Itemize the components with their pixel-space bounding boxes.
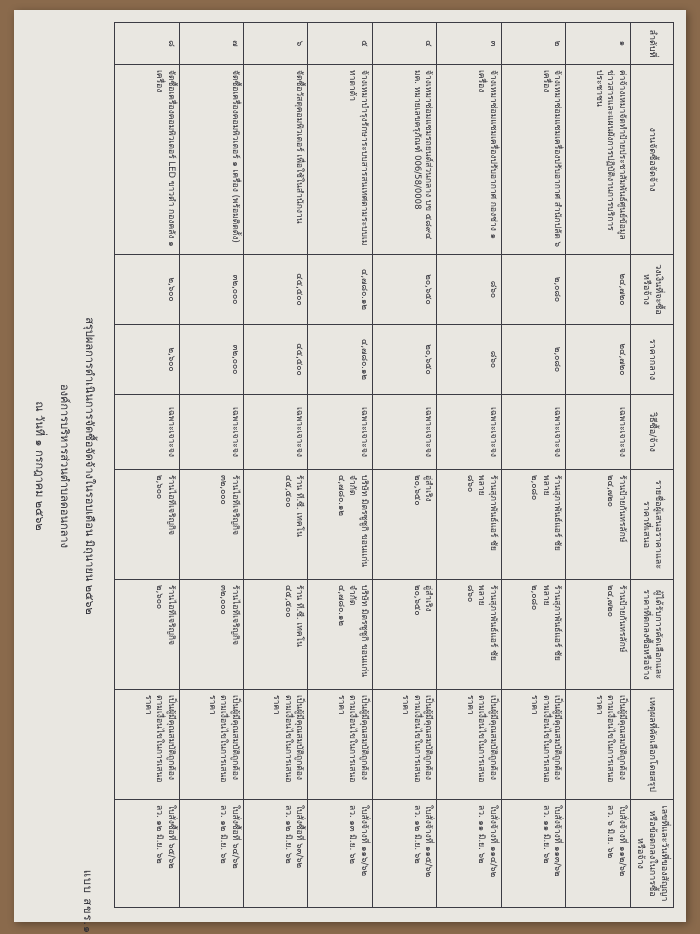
procurement-method <box>566 395 630 470</box>
selection-reason-reason: เป็นผู้มีคุณสมบัติถูกต้องตามเงื่อนไขในการเสนอราคา <box>207 695 240 783</box>
selected-vendor-and-price <box>566 580 630 690</box>
row-number-no: ๒ <box>552 40 563 47</box>
budget-amount <box>179 255 243 325</box>
contract-reference-contract-no: ใบสั่งซื้อที่ ๖๓/๖๒ <box>294 805 305 869</box>
table-row <box>372 23 436 908</box>
report-date: ณ วันที่ ๑ กรกฎาคม ๒๕๖๒ <box>33 401 46 531</box>
median-price <box>115 325 180 395</box>
bidder-and-price-bid-price: ๓๒,๐๐๐ <box>218 475 229 505</box>
contract-reference <box>437 800 501 908</box>
median-price-median: ๔,๗๘๐.๑๒ <box>358 339 369 380</box>
contract-reference-contract-no: ใบสั่งซื้อที่ ๖๕/๖๒ <box>165 805 176 869</box>
table-row <box>437 23 501 908</box>
document-header <box>14 10 111 934</box>
procurement-method-method: เฉพาะเจาะจง <box>487 407 498 457</box>
contract-reference-contract-no: ใบสั่งซื้อที่ ๖๔/๖๒ <box>229 805 240 869</box>
header-cell: ราคากลาง <box>630 325 673 395</box>
bidder-and-price-bid-price: ๔,๗๘๐.๑๒ <box>335 475 346 516</box>
selected-vendor-and-price-win-price: ๓๒,๐๐๐ <box>218 585 229 615</box>
header-cell: เลขที่และวันที่ของสัญญาหรือข้อตกลงในการซื้อหรือจ้าง <box>630 800 673 908</box>
work-description-work: จ้างเหมาซ่อมแซมเครื่องปรับอากาศ สำนักปลัด ๖ เครื่อง <box>540 70 563 247</box>
bidder-and-price-bid-price: ๒๐,๖๕๐ <box>411 475 422 506</box>
procurement-method <box>115 395 180 470</box>
procurement-method <box>437 395 501 470</box>
selected-vendor-and-price <box>437 580 501 690</box>
contract-reference-contract-no: ใบสั่งจ้างที่ ๑๑๖/๖๒ <box>358 805 369 877</box>
selected-vendor-and-price <box>501 580 565 690</box>
selected-vendor-and-price-winner: ร้านสุภาพันธ์แอร์ ชัย พลาย <box>540 585 563 661</box>
procurement-method <box>372 395 436 470</box>
selected-vendor-and-price-winner: อู่สำเริง <box>423 585 434 612</box>
selected-vendor-and-price <box>308 580 372 690</box>
median-price-median: ๓๒,๐๐๐ <box>229 344 240 375</box>
bidder-and-price <box>501 470 565 580</box>
contract-reference <box>566 800 630 908</box>
row-number <box>308 23 372 65</box>
median-price <box>566 325 630 395</box>
row-number <box>501 23 565 65</box>
row-number <box>179 23 243 65</box>
budget-amount <box>437 255 501 325</box>
header-cell: งานจัดซื้อจัดจ้าง <box>630 65 673 255</box>
contract-reference <box>115 800 180 908</box>
row-number <box>115 23 180 65</box>
row-number-no: ๗ <box>229 40 240 47</box>
median-price-median: ๔๕,๕๐๐ <box>294 343 305 376</box>
document-page <box>14 10 686 934</box>
budget-amount-budget: ๘๖๐ <box>487 280 498 299</box>
selected-vendor-and-price <box>243 580 307 690</box>
bidder-and-price <box>372 470 436 580</box>
work-description <box>501 65 565 255</box>
work-description-work: ค่าจ้างเหมาจัดทำป้ายประชาสัมพันธ์ศูนย์ข้อมูลข่าวสารและแผนผังการปฏิบัติงานการบริการประชาชน <box>593 70 627 240</box>
bidder-and-price <box>437 470 501 580</box>
bidder-and-price-bidder: บริษัท มิตรซูซูกิ ขอนแก่น จำกัด <box>347 475 369 568</box>
header-cell: ลำดับที่ <box>630 23 673 65</box>
contract-reference-contract-date: ลว. ๑๒ มิ.ย. ๖๒ <box>154 805 165 864</box>
selected-vendor-and-price-win-price: ๔,๗๘๐.๑๒ <box>335 585 346 626</box>
contract-reference <box>501 800 565 908</box>
header-cell: ผู้ได้รับการคัดเลือกและราคาที่ตกลงซื้อหรือจ้าง <box>630 580 673 690</box>
budget-amount-budget: ๓๒,๐๐๐ <box>229 274 240 305</box>
table-row <box>308 23 372 908</box>
header-cell: เหตุผลที่คัดเลือกโดยสรุป <box>630 690 673 800</box>
selected-vendor-and-price-winner: ร้าน ที.ซี. เทคโน <box>294 585 305 647</box>
selection-reason <box>437 690 501 800</box>
row-number-no: ๕ <box>358 40 369 47</box>
work-description <box>566 65 630 255</box>
table-row <box>115 23 180 908</box>
budget-amount <box>501 255 565 325</box>
procurement-method-method: เฉพาะเจาะจง <box>229 407 240 457</box>
selection-reason-reason: เป็นผู้มีคุณสมบัติถูกต้องตามเงื่อนไขในการเสนอราคา <box>593 695 627 783</box>
bidder-and-price-bid-price: ๔๕,๕๐๐ <box>282 475 293 508</box>
row-number <box>243 23 307 65</box>
selected-vendor-and-price-winner: ร้านสุภาพันธ์แอร์ ชัย พลาย <box>476 585 498 661</box>
work-description <box>372 65 436 255</box>
selection-reason <box>501 690 565 800</box>
selected-vendor-and-price-win-price: ๒,๐๘๐ <box>529 585 540 611</box>
bidder-and-price-bid-price: ๒๔,๗๒๐ <box>605 475 616 507</box>
work-description-work: จ้างเหมาซ่อมแซมเครื่องปรับอากาศ กองช่าง ๑ เครื่อง <box>476 70 498 239</box>
form-code: แบบ สขร.๑ <box>81 869 94 934</box>
row-number <box>437 23 501 65</box>
median-price <box>501 325 565 395</box>
rotated-page-content <box>14 10 686 934</box>
selected-vendor-and-price-win-price: ๒๐,๖๕๐ <box>411 585 422 616</box>
bidder-and-price-bidder: ร้านไอทีเจริญกิจ <box>165 475 176 535</box>
selected-vendor-and-price-winner: ร้านป้ายกันทรลักษ์ <box>616 585 627 653</box>
median-price <box>437 325 501 395</box>
work-description-work: จัดซื้อเครื่องคอมพิวเตอร์ LED ขาวดำ กองคลัง ๑ เครื่อง <box>154 70 176 247</box>
budget-amount-budget: ๔,๗๘๐.๑๒ <box>358 269 369 310</box>
contract-reference-contract-date: ลว. ๑๒ มิ.ย. ๖๒ <box>282 805 293 864</box>
contract-reference <box>179 800 243 908</box>
bidder-and-price-bidder: ร้านสุภาพันธ์แอร์ ชัย พลาย <box>540 475 563 551</box>
row-number-no: ๑ <box>616 40 627 47</box>
work-description <box>437 65 501 255</box>
row-number <box>372 23 436 65</box>
median-price <box>243 325 307 395</box>
selection-reason-reason: เป็นผู้มีคุณสมบัติถูกต้องตามเงื่อนไขในการเสนอราคา <box>400 695 434 783</box>
median-price <box>179 325 243 395</box>
row-number-no: ๖ <box>294 40 305 47</box>
contract-reference-contract-date: ลว. ๑๓ มิ.ย. ๖๒ <box>347 805 358 864</box>
row-number-no: ๔ <box>423 40 434 47</box>
median-price-median: ๒,๖๐๐ <box>165 347 176 372</box>
procurement-method <box>501 395 565 470</box>
selected-vendor-and-price-win-price: ๒๔,๗๒๐ <box>605 585 616 617</box>
table-row <box>566 23 630 908</box>
procurement-method-method: เฉพาะเจาะจง <box>423 407 434 457</box>
procurement-method-method: เฉพาะเจาะจง <box>358 407 369 457</box>
procurement-table <box>114 22 674 908</box>
selected-vendor-and-price-winner: ร้านไอทีเจริญกิจ <box>229 585 240 645</box>
contract-reference-contract-date: ลว. ๑๑ มิ.ย. ๖๒ <box>476 805 487 864</box>
procurement-method <box>179 395 243 470</box>
bidder-and-price-bidder: ร้าน ที.ซี. เทคโน <box>294 475 305 537</box>
header-cell: วงเงินที่จะซื้อหรือจ้าง <box>630 255 673 325</box>
selection-reason-reason: เป็นผู้มีคุณสมบัติถูกต้องตามเงื่อนไขในการเสนอราคา <box>335 695 369 783</box>
bidder-and-price <box>308 470 372 580</box>
contract-reference-contract-date: ลว. ๑๒ มิ.ย. ๖๒ <box>218 805 229 864</box>
selection-reason <box>243 690 307 800</box>
table-row <box>179 23 243 908</box>
procurement-method <box>243 395 307 470</box>
selection-reason <box>115 690 180 800</box>
bidder-and-price-bid-price: ๒,๐๘๐ <box>529 475 540 501</box>
row-number-no: ๓ <box>487 40 498 47</box>
median-price <box>372 325 436 395</box>
document-title: สรุปผลการดำเนินการจัดซื้อจัดจ้างในรอบเดือน มิถุนายน ๒๕๖๒ <box>83 317 96 615</box>
budget-amount-budget: ๒,๖๐๐ <box>165 277 176 302</box>
bidder-and-price-bidder: ร้านไอทีเจริญกิจ <box>229 475 240 535</box>
header-cell: รายชื่อผู้เสนอราคาและราคาที่เสนอ <box>630 470 673 580</box>
budget-amount-budget: ๒๐,๖๕๐ <box>423 274 434 305</box>
work-description-work: จ้างเหมาบำรุงรักษาระบบสารสนเทศตามระบบเมทาดาต้า <box>347 70 369 246</box>
selected-vendor-and-price-winner: ร้านไอทีเจริญกิจ <box>165 585 176 645</box>
budget-amount-budget: ๔๕,๕๐๐ <box>294 273 305 306</box>
bidder-and-price-bidder: ร้านสุภาพันธ์แอร์ ชัย พลาย <box>476 475 498 551</box>
row-number-no: ๘ <box>165 40 176 47</box>
median-price-median: ๒๔,๗๒๐ <box>616 343 627 376</box>
bidder-and-price-bidder: ร้านป้ายกันทรลักษ์ <box>616 475 627 543</box>
table-row <box>243 23 307 908</box>
median-price <box>308 325 372 395</box>
procurement-method-method: เฉพาะเจาะจง <box>552 407 563 457</box>
selection-reason-reason: เป็นผู้มีคุณสมบัติถูกต้องตามเงื่อนไขในการเสนอราคา <box>142 695 176 783</box>
selection-reason <box>566 690 630 800</box>
contract-reference-contract-no: ใบสั่งจ้างที่ ๑๑๒/๖๒ <box>616 805 627 877</box>
selection-reason-reason: เป็นผู้มีคุณสมบัติถูกต้องตามเงื่อนไขในการเสนอราคา <box>271 695 305 783</box>
budget-amount <box>115 255 180 325</box>
organization-name: องค์การบริหารส่วนตำบลดอนกลาง <box>58 384 71 548</box>
work-description-work: จ้างเหมาซ่อมแซมรถยนต์ส่วนกลาง บข ๕๘๙๔ มค. หมายเลขครุภัณฑ์ 006/58/0008 <box>411 70 434 240</box>
contract-reference <box>372 800 436 908</box>
bidder-and-price <box>566 470 630 580</box>
work-description-work: จัดซื้อเครื่องคอมพิวเตอร์ ๑ เครื่อง (พร้อมติดตั้ง) <box>229 70 240 243</box>
selection-reason-reason: เป็นผู้มีคุณสมบัติถูกต้องตามเงื่อนไขในการเสนอราคา <box>464 695 498 783</box>
selected-vendor-and-price-win-price: ๔๕,๕๐๐ <box>282 585 293 618</box>
table-header-row <box>630 23 673 908</box>
budget-amount-budget: ๒,๐๘๐ <box>552 276 563 303</box>
bidder-and-price-bid-price: ๘๖๐ <box>464 475 475 493</box>
bidder-and-price-bid-price: ๒,๖๐๐ <box>154 475 165 500</box>
row-number <box>566 23 630 65</box>
selected-vendor-and-price-winner: บริษัท มิตรซูซูกิ ขอนแก่น จำกัด <box>347 585 369 678</box>
work-description <box>308 65 372 255</box>
selection-reason <box>308 690 372 800</box>
bidder-and-price <box>243 470 307 580</box>
contract-reference <box>308 800 372 908</box>
work-description <box>115 65 180 255</box>
budget-amount <box>566 255 630 325</box>
contract-reference-contract-date: ลว. ๖ มิ.ย. ๖๒ <box>605 805 616 859</box>
selected-vendor-and-price <box>179 580 243 690</box>
selection-reason <box>372 690 436 800</box>
selected-vendor-and-price-win-price: ๒,๖๐๐ <box>154 585 165 610</box>
selected-vendor-and-price-win-price: ๘๖๐ <box>464 585 475 603</box>
selected-vendor-and-price <box>115 580 180 690</box>
contract-reference-contract-no: ใบสั่งจ้างที่ ๑๑๓/๖๒ <box>552 805 563 877</box>
median-price-median: ๘๖๐ <box>487 350 498 369</box>
contract-reference-contract-no: ใบสั่งจ้างที่ ๑๑๕/๖๒ <box>423 805 434 878</box>
procurement-method-method: เฉพาะเจาะจง <box>616 407 627 457</box>
bidder-and-price <box>115 470 180 580</box>
procurement-method-method: เฉพาะเจาะจง <box>294 407 305 457</box>
bidder-and-price <box>179 470 243 580</box>
median-price-median: ๒๐,๖๕๐ <box>423 344 434 375</box>
table-row <box>501 23 565 908</box>
bidder-and-price-bidder: อู่สำเริง <box>423 475 434 502</box>
contract-reference-contract-date: ลว. ๑๑ มิ.ย. ๖๒ <box>540 805 551 864</box>
selection-reason-reason: เป็นผู้มีคุณสมบัติถูกต้องตามเงื่อนไขในการเสนอราคา <box>529 695 563 783</box>
procurement-method <box>308 395 372 470</box>
median-price-median: ๒,๐๘๐ <box>552 346 563 373</box>
header-cell: วิธีซื้อ/จ้าง <box>630 395 673 470</box>
budget-amount <box>372 255 436 325</box>
contract-reference-contract-date: ลว. ๑๒ มิ.ย. ๖๒ <box>411 805 422 864</box>
contract-reference <box>243 800 307 908</box>
selection-reason <box>179 690 243 800</box>
budget-amount-budget: ๒๔,๗๒๐ <box>616 273 627 306</box>
work-description <box>243 65 307 255</box>
work-description <box>179 65 243 255</box>
selected-vendor-and-price <box>372 580 436 690</box>
contract-reference-contract-no: ใบสั่งจ้างที่ ๑๑๔/๖๒ <box>487 805 498 878</box>
budget-amount <box>308 255 372 325</box>
work-description-work: จัดซื้อวัสดุคอมพิวเตอร์ เพื่อใช้ในสำนักงาน <box>294 70 305 224</box>
procurement-method-method: เฉพาะเจาะจง <box>165 407 176 457</box>
budget-amount <box>243 255 307 325</box>
